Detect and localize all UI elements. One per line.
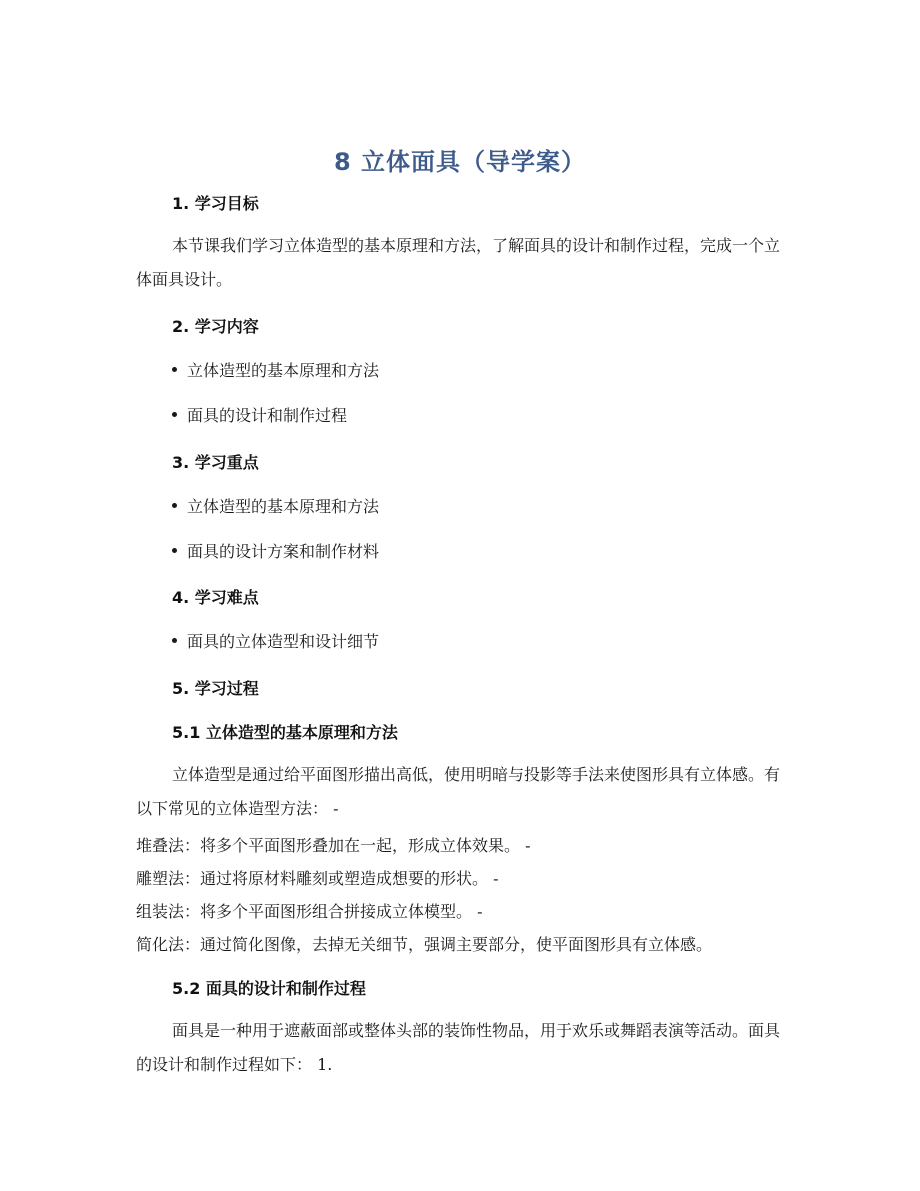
bullet-icon	[172, 638, 177, 643]
list-item-text: 面具的立体造型和设计细节	[187, 632, 380, 651]
method-line: 简化法：通过简化图像，去掉无关细节，强调主要部分，使平面图形具有立体感。	[136, 935, 713, 954]
list-item-text: 面具的设计方案和制作材料	[187, 542, 380, 561]
heading-learning-content: 2. 学习内容	[172, 317, 259, 336]
heading-key-points: 3. 学习重点	[172, 453, 259, 472]
heading-learning-goals: 1. 学习目标	[172, 194, 259, 213]
list-item	[172, 358, 379, 381]
document-title: 8 立体面具（导学案）	[333, 148, 587, 176]
method-line: 雕塑法：通过将原材料雕刻或塑造成想要的形状。 -	[136, 869, 499, 888]
heading-section-5-1: 5.1 立体造型的基本原理和方法	[172, 723, 398, 742]
list-item-text: 立体造型的基本原理和方法	[187, 361, 380, 380]
heading-learning-process: 5. 学习过程	[172, 679, 259, 698]
bullet-icon	[172, 503, 177, 508]
list-item-text: 面具的设计和制作过程	[187, 406, 348, 425]
bullet-icon	[172, 412, 177, 417]
heading-difficulties: 4. 学习难点	[172, 588, 259, 607]
paragraph-section-5-2: 面具是一种用于遮蔽面部或整体头部的装饰性物品，用于欢乐或舞蹈表演等活动。面具的设计和制作过程如下： 1.	[136, 1021, 781, 1074]
method-line: 堆叠法：将多个平面图形叠加在一起，形成立体效果。 -	[136, 836, 531, 855]
list-item	[172, 494, 379, 517]
paragraph-learning-goals: 本节课我们学习立体造型的基本原理和方法，了解面具的设计和制作过程，完成一个立体面具设计。	[136, 236, 781, 289]
list-item	[172, 629, 379, 652]
heading-section-5-2: 5.2 面具的设计和制作过程	[172, 979, 366, 998]
paragraph-section-5-1: 立体造型是通过给平面图形描出高低，使用明暗与投影等手法来使图形具有立体感。有以下常见的立体造型方法： -	[136, 765, 781, 818]
bullet-icon	[172, 367, 177, 372]
list-item	[172, 403, 347, 426]
bullet-icon	[172, 548, 177, 553]
list-item	[172, 539, 379, 562]
method-line: 组装法：将多个平面图形组合拼接成立体模型。 -	[136, 902, 483, 921]
list-item-text: 立体造型的基本原理和方法	[187, 497, 380, 516]
